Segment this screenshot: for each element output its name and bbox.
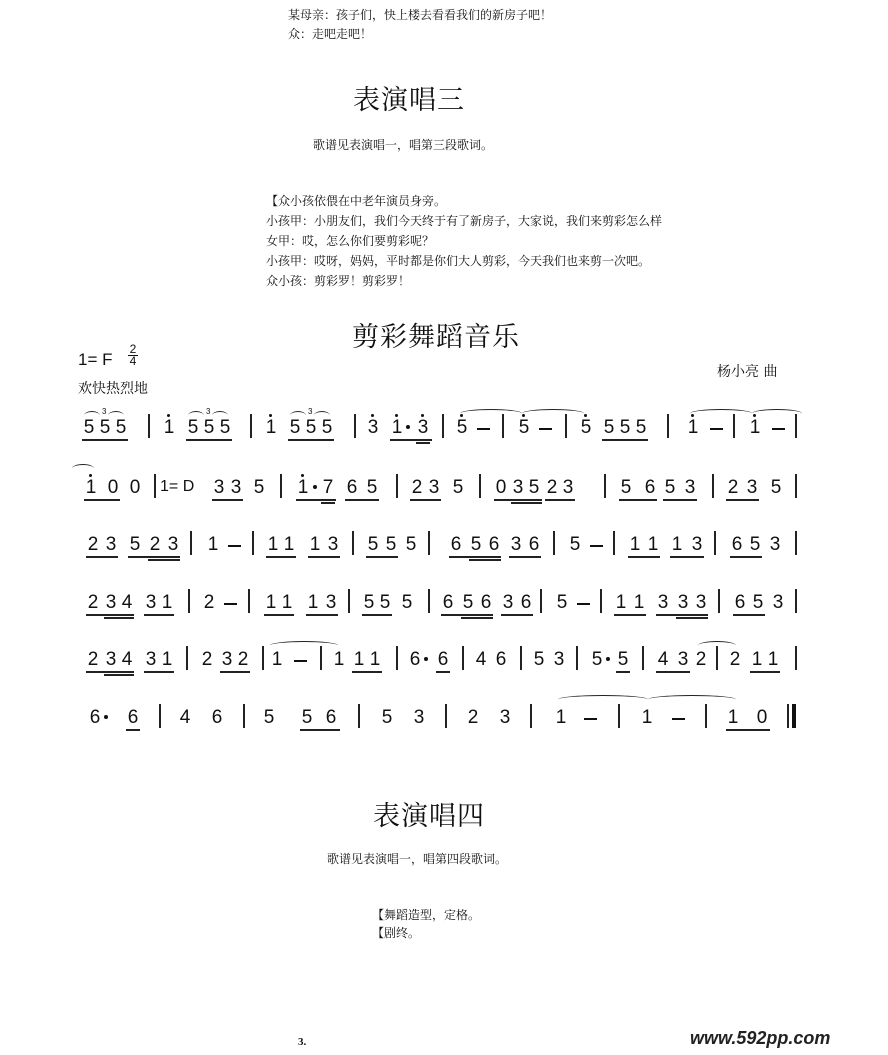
dialogue-line: 小孩甲：小朋友们，我们今天终于有了新房子，大家说，我们来剪彩怎么样: [266, 214, 663, 228]
speaker: 某母亲: [288, 8, 325, 22]
time-signature: [128, 344, 138, 367]
speaker: 众: [288, 27, 301, 41]
composer: 杨小亮 曲: [717, 364, 778, 380]
stage-direction: 【剧终。: [372, 926, 421, 940]
time-top: 2: [129, 342, 137, 356]
watermark: www.592pp.com: [690, 1028, 831, 1048]
dialogue-line: 众：走吧走吧！: [288, 27, 373, 41]
score-row-2: 1 0 0 1= D 3 3 5 1 7 6 5 2 3 5 0 3 5 2 3 5 6 5 3 2 3 5: [0, 468, 888, 508]
page-number: 3.: [298, 1036, 307, 1048]
line: 走吧走吧！: [312, 27, 373, 41]
stage-direction: 【舞蹈造型，定格。: [372, 908, 481, 922]
dialogue-line: 小孩甲：哎呀，妈妈，平时都是你们大人剪彩，今天我们也来剪一次吧。: [266, 254, 651, 268]
section-title: 表演唱三: [353, 85, 465, 116]
dialogue-line: 某母亲：孩子们，快上楼去看看我们的新房子吧！: [288, 8, 553, 22]
line: 孩子们，快上楼去看看我们的新房子吧！: [336, 8, 553, 22]
dialogue-line: 众小孩：剪彩罗！剪彩罗！: [266, 274, 411, 288]
score-row-4: 2 3 4 3 1 2 1 1 1 3 5 5 5 6 5 6 3 6 5 1 1 3 3 3 6 5 3: [0, 583, 888, 623]
dialogue-line: 女甲：哎，怎么你们要剪彩呢？: [266, 234, 435, 248]
tempo-marking: 欢快热烈地: [78, 381, 148, 397]
section-note: 歌谱见表演唱一，唱第三段歌词。: [313, 138, 494, 152]
section-note: 歌谱见表演唱一，唱第四段歌词。: [327, 852, 508, 866]
key-change: 1= D: [160, 478, 195, 495]
score-row-5: 2 3 4 3 1 2 3 2 1 1 1 1 6 6 4 6 5 3 5 5 4 3 2 2 1 1: [0, 640, 888, 680]
score-row-6: 6 6 4 6 5 5 6 5 3 2 3 1 1 1 0: [0, 698, 888, 738]
score-row-1: 3 5 5 5 1 3 5 5 5 1 3 5 5 5 3 1 3 5 5 5 5 5 5 1 1: [0, 408, 888, 448]
time-bottom: 4: [129, 354, 137, 368]
stage-direction: 【众小孩依偎在中老年演员身旁。: [266, 194, 447, 208]
section-title: 表演唱四: [373, 801, 485, 832]
score-title: 剪彩舞蹈音乐: [352, 322, 520, 353]
key-signature: 1= F: [78, 350, 113, 369]
score-row-3: 2 3 5 2 3 1 1 1 1 3 5 5 5 6 5 6 3 6 5 1 1 1 3 6 5 3: [0, 525, 888, 565]
